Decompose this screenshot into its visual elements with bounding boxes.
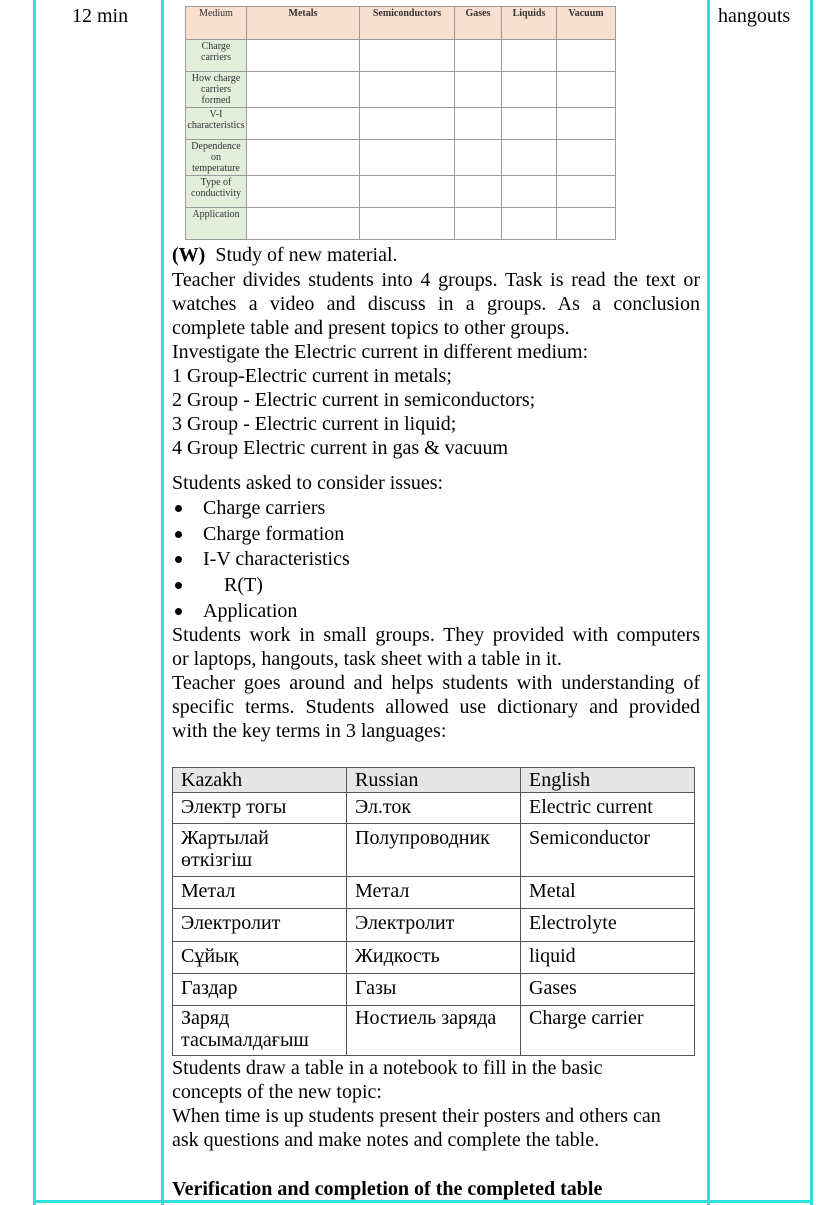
header-cell: Metals (247, 7, 360, 40)
bullet-icon (175, 505, 182, 512)
header-cell: Medium (186, 7, 247, 40)
time-cell: 12 min (72, 5, 129, 27)
header-cell: Gases (455, 7, 502, 40)
row-header: V-I characteristics (186, 108, 247, 140)
group-line: 4 Group Electric current in gas & vacuum (172, 437, 508, 459)
paragraph-line: or laptops, hangouts, task sheet with a table in it. (172, 648, 562, 670)
table-row: Жартылай өткізгіш Полупроводник Semiconductor (173, 824, 695, 877)
issues-intro: Students asked to consider issues: (172, 472, 444, 494)
paragraph-line: Students draw a table in a notebook to fill in the basic (172, 1057, 603, 1079)
column-header: English (521, 768, 695, 793)
paragraph-line: ask questions and make notes and complete the table. (172, 1129, 600, 1151)
paragraph-line: complete table and present topics to other groups. (172, 317, 570, 339)
row-header: How charge carriers formed (186, 72, 247, 108)
heading-tag: (W) (172, 244, 206, 266)
row-header: Application (186, 208, 247, 240)
row-header: Charge carriers (186, 40, 247, 72)
bullet-icon (175, 556, 182, 563)
group-line: 2 Group - Electric current in semiconductors; (172, 389, 536, 411)
table-border-right (810, 0, 813, 1205)
column-divider-2 (707, 0, 710, 1205)
paragraph-line: watches a video and discuss in a groups. As a conclusion (172, 293, 700, 315)
worksheet-table-image (185, 6, 616, 240)
verification-heading: Verification and completion of the completed table (172, 1178, 603, 1200)
resources-cell: hangouts (718, 5, 791, 27)
group-line: 1 Group-Electric current in metals; (172, 365, 452, 387)
row-header: Dependence on temperature (186, 140, 247, 176)
header-cell: Vacuum (557, 7, 616, 40)
table-row: Газдар Газы Gases (173, 974, 695, 1006)
table-row: Электролит Электролит Electrolyte (173, 909, 695, 942)
table-row: Электр тогы Эл.ток Electric current (173, 793, 695, 824)
bullet-icon (175, 582, 182, 589)
paragraph-line: Teacher divides students into 4 groups. Task is read the text or (172, 269, 700, 291)
group-line: 3 Group - Electric current in liquid; (172, 413, 457, 435)
bullet-icon (175, 608, 182, 615)
paragraph-line: specific terms. Students allowed use dictionary and provided (172, 696, 700, 718)
paragraph-line: When time is up students present their posters and others can (172, 1105, 661, 1127)
bullet-icon (175, 531, 182, 538)
paragraph-line: Teacher goes around and helps students with understanding of (172, 672, 700, 694)
table-row: Заряд тасымалдағыш Ностиель заряда Charge carrier (173, 1006, 695, 1056)
paragraph-line: concepts of the new topic: (172, 1081, 382, 1103)
column-divider-1 (161, 0, 164, 1205)
table-row: Метал Метал Metal (173, 877, 695, 909)
key-terms-table (172, 767, 695, 1056)
header-cell: Semiconductors (360, 7, 455, 40)
table-border-left (33, 0, 36, 1205)
heading-text: Study of new material. (215, 244, 398, 266)
table-row: Сұйық Жидкость liquid (173, 942, 695, 974)
header-cell: Liquids (502, 7, 557, 40)
column-header: Russian (347, 768, 521, 793)
column-header: Kazakh (173, 768, 347, 793)
row-header: Type of conductivity (186, 176, 247, 208)
paragraph-line: with the key terms in 3 languages: (172, 720, 447, 742)
section-heading (172, 243, 700, 267)
paragraph-line: Investigate the Electric current in different medium: (172, 341, 589, 363)
paragraph-line: Students work in small groups. They provided with computers (172, 624, 700, 646)
